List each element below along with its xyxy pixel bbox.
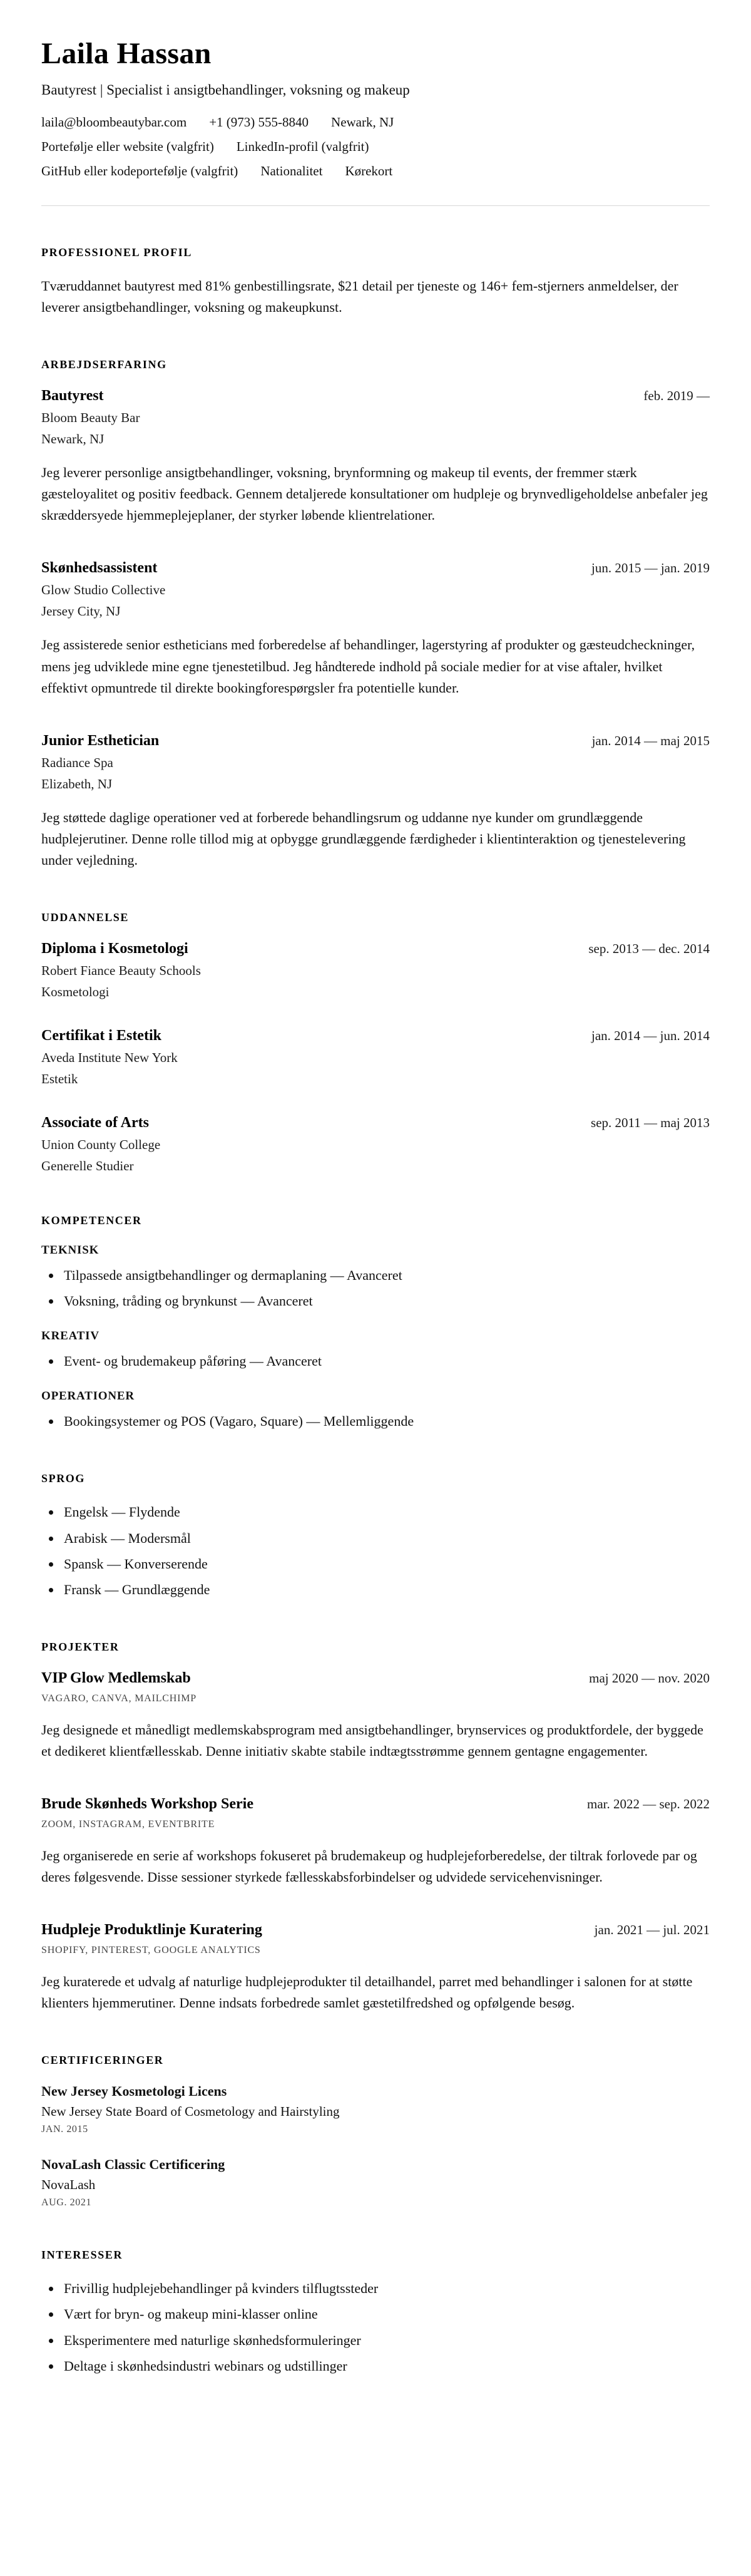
project-description: Jeg designede et månedligt medlemskabsprogram med ansigtbehandlinger, brynservices og produktfordele, der byggede et dedikeret klientfællesskab. Denne initiativ skabte stabile indtægtsstrømme gennem gentagne engagementer. — [41, 1721, 703, 1759]
certification-date: JAN. 2015 — [41, 2124, 88, 2135]
contact-row-3 — [41, 163, 710, 179]
job-location: Jersey City, NJ — [41, 604, 121, 619]
job-entry — [41, 733, 710, 871]
section-experience — [41, 358, 710, 871]
project-title: VIP Glow Medlemskab — [41, 1669, 191, 1686]
interest-list — [41, 2278, 710, 2376]
education-entry-head — [41, 1115, 710, 1131]
job-company: Radiance Spa — [41, 755, 113, 770]
job-location: Newark, NJ — [41, 431, 105, 447]
job-company: Glow Studio Collective — [41, 582, 166, 598]
license-text: Kørekort — [345, 163, 393, 178]
job-entry — [41, 560, 710, 698]
education-degree: Diploma i Kosmetologi — [41, 940, 188, 957]
skill-group-creative — [41, 1329, 710, 1372]
project-date: maj 2020 — nov. 2020 — [589, 1670, 710, 1686]
interest-item: • Frivillig hudplejebehandlinger på kvinders tilflugtssteder — [61, 2278, 710, 2299]
resume-header — [41, 36, 710, 206]
skill-list — [41, 1351, 710, 1372]
job-entry — [41, 388, 710, 526]
language-item: • Engelsk — Flydende — [61, 1502, 710, 1523]
language-item: • Fransk — Grundlæggende — [61, 1579, 710, 1600]
section-heading-experience: ARBEJDSERFARING — [41, 358, 167, 371]
certification-title: NovaLash Classic Certificering — [41, 2156, 225, 2173]
skill-group-label: KREATIV — [41, 1329, 100, 1343]
project-tools: SHOPIFY, PINTEREST, GOOGLE ANALYTICS — [41, 1945, 261, 1956]
header-divider — [41, 205, 710, 206]
skill-list — [41, 1265, 710, 1312]
nationality-text: Nationalitet — [260, 163, 323, 178]
section-heading-education: UDDANNELSE — [41, 911, 130, 924]
section-interests — [41, 2249, 710, 2376]
education-field: Estetik — [41, 1071, 78, 1087]
education-entry-head — [41, 1028, 710, 1044]
language-item: • Spansk — Konverserende — [61, 1553, 710, 1575]
education-entry-head — [41, 940, 710, 957]
job-company: Bloom Beauty Bar — [41, 410, 140, 426]
education-school: Union County College — [41, 1137, 161, 1153]
skill-group-label: TEKNISK — [41, 1244, 100, 1257]
education-field: Kosmetologi — [41, 984, 110, 1000]
profile-summary: Tværuddannet bautyrest med 81% genbestillingsrate, $21 detail per tjeneste og 146+ fem-stjerners anmeldelser, der leverer ansigtbehandlinger, voksning og makeupkunst. — [41, 278, 678, 316]
certification-date: AUG. 2021 — [41, 2197, 92, 2208]
candidate-name: Laila Hassan — [41, 37, 212, 70]
interest-item: • Deltage i skønhedsindustri webinars og udstillinger — [61, 2356, 710, 2377]
section-heading-certifications: CERTIFICERINGER — [41, 2054, 164, 2067]
skill-item: • Event- og brudemakeup påføring — Avanceret — [61, 1351, 710, 1372]
interest-item: • Vært for bryn- og makeup mini-klasser online — [61, 2304, 710, 2325]
section-heading-skills: KOMPETENCER — [41, 1214, 142, 1227]
education-field: Generelle Studier — [41, 1158, 134, 1174]
job-date: feb. 2019 — — [643, 388, 710, 404]
phone-text: +1 (973) 555-8840 — [209, 115, 309, 130]
section-heading-interests: INTERESSER — [41, 2249, 123, 2262]
github-text: GitHub eller kodeportefølje (valgfrit) — [41, 163, 238, 178]
portfolio-text: Portefølje eller website (valgfrit) — [41, 139, 214, 154]
project-entry — [41, 1922, 710, 2014]
email-text: laila@bloombeautybar.com — [41, 115, 187, 130]
contact-row-1 — [41, 115, 710, 130]
section-heading-profile: PROFESSIONEL PROFIL — [41, 246, 192, 259]
section-projects — [41, 1641, 710, 2014]
education-school: Aveda Institute New York — [41, 1050, 178, 1066]
job-date: jan. 2014 — maj 2015 — [591, 733, 710, 748]
education-date: jan. 2014 — jun. 2014 — [591, 1028, 710, 1044]
project-date: mar. 2022 — sep. 2022 — [587, 1796, 710, 1811]
project-tools: VAGARO, CANVA, MAILCHIMP — [41, 1692, 197, 1704]
job-description: Jeg leverer personlige ansigtbehandlinger, voksning, brynformning og makeup til events, der fremmer stærk gæsteloyalitet og positiv feedback. Gennem detaljerede konsultationer om hudpleje og brynvedligeholdelse anbefaler jeg skræddersyede hjemmeplejeplaner, der styrker løbende klientrelationer. — [41, 465, 708, 523]
job-entry-head — [41, 733, 710, 750]
skill-item: • Voksning, tråding og brynkunst — Avanceret — [61, 1291, 710, 1312]
job-description: Jeg støttede daglige operationer ved at forberede behandlingsrum og uddanne nye kunder om grundlæggende hudplejerutiner. Denne rolle tillod mig at opbygge grundlæggende færdigheder i klientinteraktion og tjenestelevering under vejledning. — [41, 809, 686, 868]
section-certifications — [41, 2054, 710, 2208]
project-entry-head — [41, 1796, 710, 1813]
job-title: Junior Esthetician — [41, 732, 160, 749]
contact-row-2 — [41, 139, 710, 155]
skill-group-technical — [41, 1244, 710, 1312]
language-item: • Arabisk — Modersmål — [61, 1528, 710, 1549]
skill-group-label: OPERATIONER — [41, 1389, 135, 1403]
job-date: jun. 2015 — jan. 2019 — [591, 560, 710, 576]
education-date: sep. 2013 — dec. 2014 — [588, 941, 710, 957]
education-degree: Associate of Arts — [41, 1115, 149, 1131]
candidate-tagline: Bautyrest | Specialist i ansigtbehandlinger, voksning og makeup — [41, 82, 410, 98]
interest-item: • Eksperimentere med naturlige skønhedsformuleringer — [61, 2330, 710, 2351]
project-title: Hudpleje Produktlinje Kuratering — [41, 1922, 262, 1939]
certification-entry — [41, 2156, 710, 2208]
project-tools: ZOOM, INSTAGRAM, EVENTBRITE — [41, 1818, 215, 1830]
section-skills — [41, 1214, 710, 1432]
certification-issuer: NovaLash — [41, 2177, 96, 2193]
project-entry-head — [41, 1670, 710, 1687]
project-entry — [41, 1796, 710, 1888]
certification-title: New Jersey Kosmetologi Licens — [41, 2083, 227, 2099]
linkedin-text: LinkedIn-profil (valgfrit) — [236, 139, 369, 154]
job-entry-head — [41, 388, 710, 404]
education-entry — [41, 1028, 710, 1087]
job-description: Jeg assisterede senior estheticians med forberedelse af behandlinger, lagerstyring af produkter og gæsteudcheckninger, mens jeg udviklede mine egne tjenestetilbud. Jeg håndterede indhold på sociale medier for at vise aftaler, hvilket effektivt opmuntrede til direkte bookingforespørgsler fra potentielle kunder. — [41, 637, 695, 696]
job-entry-head — [41, 560, 710, 577]
skill-group-operations — [41, 1389, 710, 1432]
education-date: sep. 2011 — maj 2013 — [591, 1115, 710, 1131]
skill-list — [41, 1411, 710, 1432]
job-title: Bautyrest — [41, 388, 104, 404]
section-education — [41, 911, 710, 1174]
section-heading-languages: SPROG — [41, 1472, 86, 1485]
education-entry — [41, 940, 710, 1000]
education-school: Robert Fiance Beauty Schools — [41, 963, 201, 979]
education-entry — [41, 1115, 710, 1174]
education-degree: Certifikat i Estetik — [41, 1028, 161, 1044]
project-title: Brude Skønheds Workshop Serie — [41, 1795, 253, 1812]
job-title: Skønhedsassistent — [41, 560, 158, 577]
contact-block — [41, 115, 710, 179]
certification-issuer: New Jersey State Board of Cosmetology and Hairstyling — [41, 2104, 340, 2120]
project-entry — [41, 1670, 710, 1762]
section-profile — [41, 246, 710, 318]
section-heading-projects: PROJEKTER — [41, 1640, 120, 1653]
project-entry-head — [41, 1922, 710, 1939]
project-description: Jeg organiserede en serie af workshops fokuseret på brudemakeup og hudplejeforberedelse, der tiltrak forlovede par og deres følgesvende. Disse sessioner styrkede fællesskabsforbindelser og udvidede servicehenvisninger. — [41, 1847, 697, 1885]
project-date: jan. 2021 — jul. 2021 — [594, 1922, 710, 1938]
skill-item: • Bookingsystemer og POS (Vagaro, Square) — Mellemliggende — [61, 1411, 710, 1432]
location-text: Newark, NJ — [331, 115, 394, 130]
language-list — [41, 1502, 710, 1600]
skill-item: • Tilpassede ansigtbehandlinger og dermaplaning — Avanceret — [61, 1265, 710, 1286]
project-description: Jeg kuraterede et udvalg af naturlige hudplejeprodukter til detailhandel, parret med behandlinger i salonen for at støtte klienters hjemmerutiner. Denne indsats forbedrede samlet gæstetilfredshed og opfølgende besøg. — [41, 1974, 693, 2011]
certification-entry — [41, 2083, 710, 2135]
job-location: Elizabeth, NJ — [41, 776, 113, 791]
section-languages — [41, 1472, 710, 1600]
